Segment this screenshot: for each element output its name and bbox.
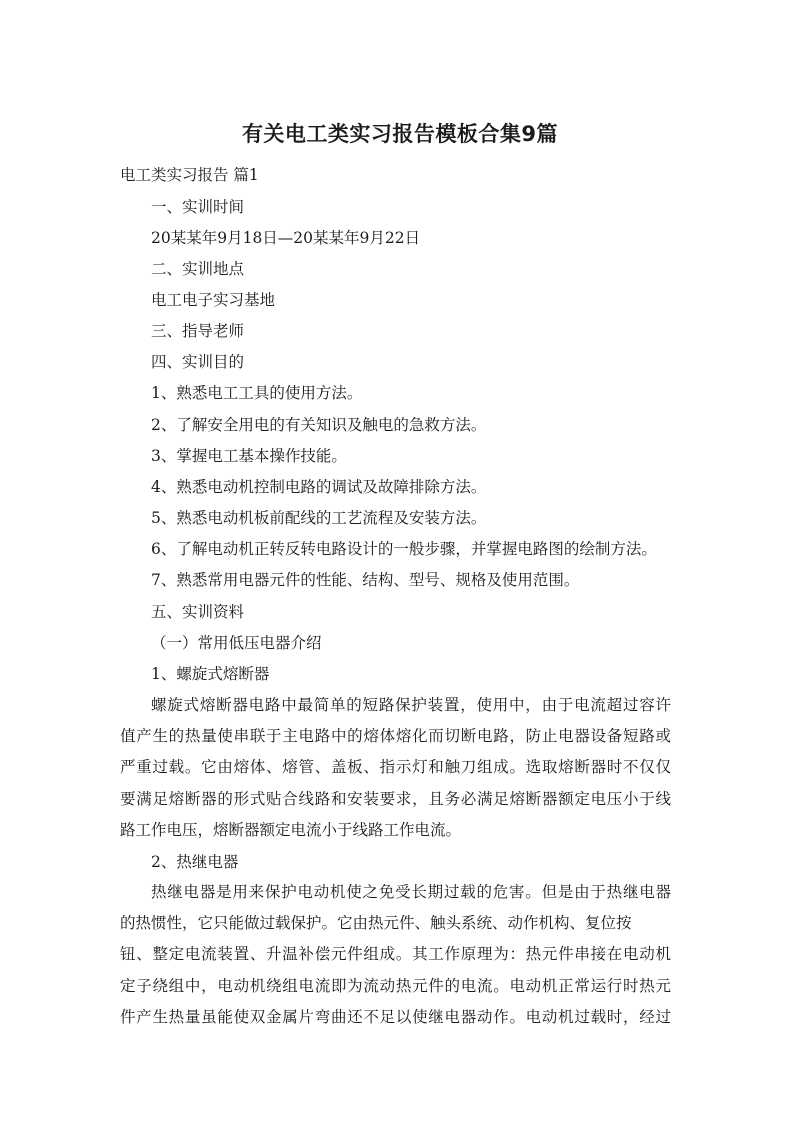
section-heading: 电工类实习报告 篇1 xyxy=(120,166,259,184)
text-line: 1、螺旋式熔断器 xyxy=(151,665,270,683)
paragraph-line: 定子绕组中，电动机绕组电流即为流动热元件的电流。电动机正常运行时热元 xyxy=(120,976,671,995)
paragraph-thermal-relay xyxy=(120,877,671,1033)
paragraph-line: 螺旋式熔断器电路中最简单的短路保护装置，使用中，由于电流超过容许 xyxy=(151,696,671,714)
paragraph-line: 件产生热量虽能使双金属片弯曲还不足以使继电器动作。电动机过载时，经过 xyxy=(120,1007,671,1026)
subheading: 2、热继电器 xyxy=(151,853,239,871)
text-line: 三、指导老师 xyxy=(151,322,245,340)
text-line: 3、掌握电工基本操作技能。 xyxy=(151,447,347,465)
text-line: 电工电子实习基地 xyxy=(151,291,276,309)
document-title: 有关电工类实习报告模板合集9篇 xyxy=(241,122,559,146)
paragraph-fuse xyxy=(120,690,671,846)
text-line: 一、实训时间 xyxy=(151,198,245,216)
paragraph-line: 路工作电压，熔断器额定电流小于线路工作电流。 xyxy=(120,820,462,839)
paragraph-line: 的热惯性，它只能做过载保护。它由热元件、触头系统、动作机构、复位按 xyxy=(120,914,632,933)
text-line: 5、熟悉电动机板前配线的工艺流程及安装方法。 xyxy=(151,509,487,527)
text-line: 6、了解电动机正转反转电路设计的一般步骤，并掌握电路图的绘制方法。 xyxy=(151,540,657,558)
text-line: 2、了解安全用电的有关知识及触电的急救方法。 xyxy=(151,416,487,434)
text-line: 1、熟悉电工工具的使用方法。 xyxy=(151,384,363,402)
paragraph-line: 钮、整定电流装置、升温补偿元件组成。其工作原理为：热元件串接在电动机 xyxy=(120,945,671,964)
paragraph-line: 严重过载。它由熔体、熔管、盖板、指示灯和触刀组成。选取熔断器时不仅仅 xyxy=(120,758,671,777)
text-line: 五、实训资料 xyxy=(151,603,245,621)
text-line: 四、实训目的 xyxy=(151,353,245,371)
paragraph-line: 值产生的热量使串联于主电路中的熔体熔化而切断电路，防止电器设备短路或 xyxy=(120,727,671,746)
text-line: （一）常用低压电器介绍 xyxy=(151,634,322,652)
paragraph-line: 要满足熔断器的形式贴合线路和安装要求，且务必满足熔断器额定电压小于线 xyxy=(120,789,671,808)
text-line: 4、熟悉电动机控制电路的调试及故障排除方法。 xyxy=(151,478,487,496)
text-line: 二、实训地点 xyxy=(151,260,245,278)
paragraph-line: 热继电器是用来保护电动机使之免受长期过载的危害。但是由于热继电器 xyxy=(151,883,671,901)
text-line: 20某某年9月18日—20某某年9月22日 xyxy=(151,229,421,247)
text-line: 7、熟悉常用电器元件的性能、结构、型号、规格及使用范围。 xyxy=(151,571,580,589)
